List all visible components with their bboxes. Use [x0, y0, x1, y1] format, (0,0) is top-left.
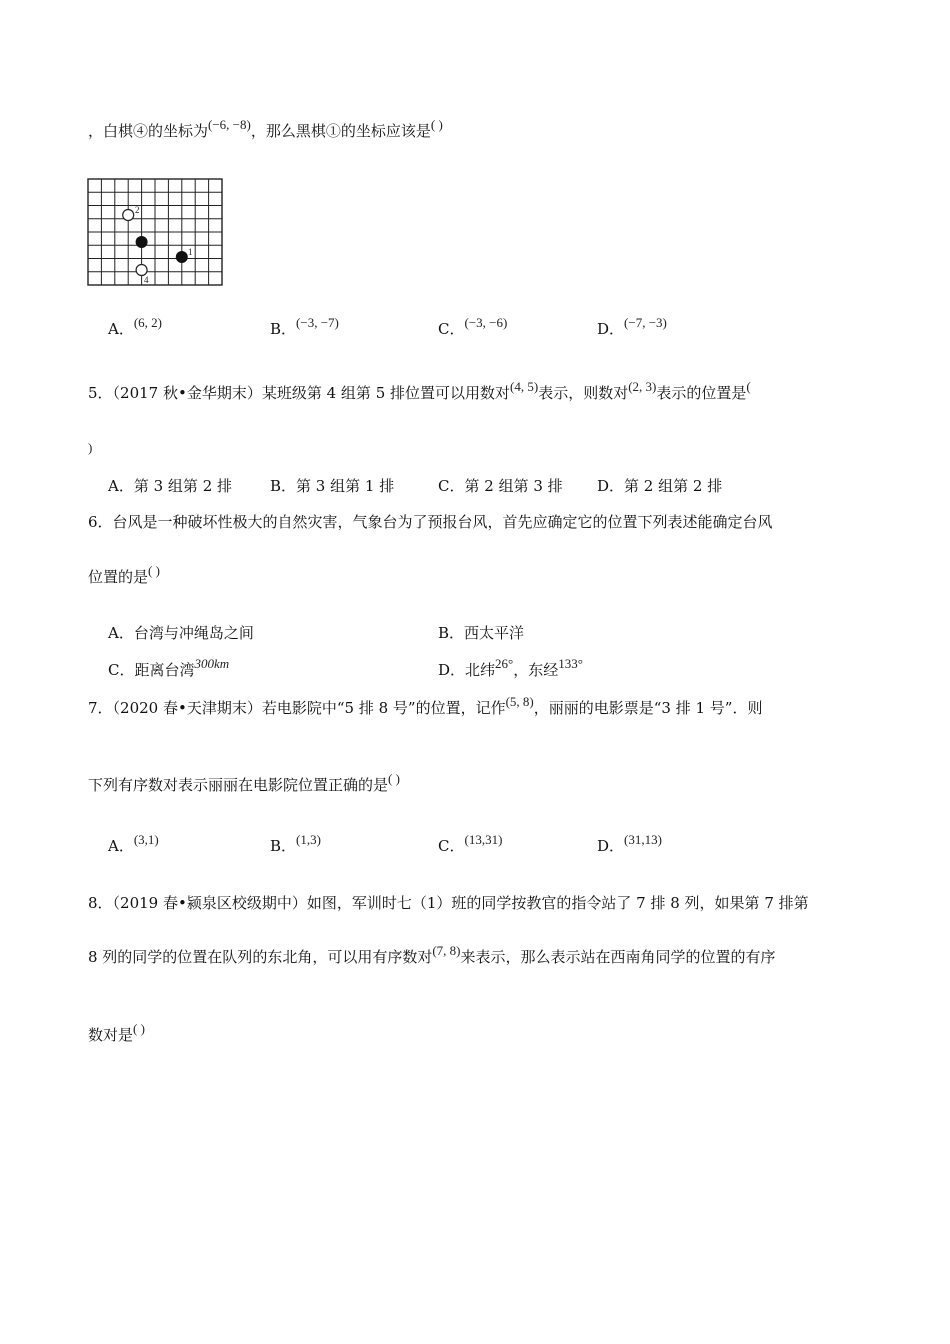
option-letter: D．	[597, 837, 625, 855]
question-8-line2	[88, 943, 776, 967]
option-value: (13,31)	[464, 832, 503, 847]
q4-option-b[interactable]	[270, 315, 339, 339]
q6-option-d[interactable]	[438, 656, 583, 680]
question-text: 表示，则数对	[538, 384, 629, 402]
question-text: 数对是	[88, 1026, 134, 1044]
question-7-line1	[88, 694, 763, 718]
question-number: 7．	[88, 699, 113, 717]
q4-option-a[interactable]	[108, 315, 163, 339]
q7-option-d[interactable]	[597, 832, 662, 856]
option-value: 第 3 组第 2 排	[133, 477, 233, 495]
option-letter: D．	[597, 477, 625, 495]
question-text: 8 列的同学的位置在队列的东北角，可以用有序数对	[88, 948, 433, 966]
number-pair: (7, 8)	[432, 943, 461, 958]
option-value: 北纬	[465, 661, 496, 679]
stone-label-2: 2	[135, 205, 140, 215]
question-8-line1	[88, 892, 809, 913]
option-value: (3,1)	[133, 832, 159, 847]
q6-option-c[interactable]	[108, 656, 230, 680]
answer-paren: ( )	[388, 771, 400, 786]
question-source: （2019 春•颍泉区校级期中）	[112, 894, 307, 912]
q4-option-c[interactable]	[438, 315, 508, 339]
question-4-tail	[88, 117, 443, 141]
question-4-text-b: ，那么黑棋①的坐标应该是	[250, 122, 431, 140]
white-stone-4	[136, 265, 147, 276]
option-letter: C．	[108, 661, 135, 679]
question-8-line3	[88, 1021, 145, 1045]
question-text: 若电影院中“5 排 8 号”的位置，记作	[261, 699, 506, 717]
question-5	[88, 379, 751, 403]
question-text: ，丽丽的电影票是“3 排 1 号”．则	[533, 699, 763, 717]
black-stone-1	[176, 251, 188, 263]
option-letter: B．	[270, 320, 297, 338]
option-value: 台湾与冲绳岛之间	[133, 624, 254, 642]
question-4-answer-paren: ( )	[430, 117, 443, 132]
question-text: 下列有序数对表示丽丽在电影院位置正确的是	[88, 776, 389, 794]
option-letter: C．	[438, 837, 465, 855]
option-value: (6, 2)	[133, 315, 163, 330]
question-number: 6．	[88, 513, 113, 531]
question-text: 来表示，那么表示站在西南角同学的位置的有序	[460, 948, 776, 966]
number-pair: (4, 5)	[510, 379, 539, 394]
option-value: (−3, −6)	[464, 315, 508, 330]
option-letter: B．	[270, 477, 297, 495]
q7-option-c[interactable]	[438, 832, 503, 856]
black-stone	[136, 236, 148, 248]
answer-paren: ( )	[148, 563, 160, 578]
stone-label-1: 1	[188, 247, 193, 257]
option-value: 距离台湾	[134, 661, 195, 679]
go-board-figure	[86, 176, 226, 288]
question-text: 台风是一种破坏性极大的自然灾害，气象台为了预报台风，首先应确定它的位置下列表述能确定台风	[112, 513, 773, 531]
q5-option-a[interactable]	[108, 475, 232, 496]
answer-paren-open: (	[746, 379, 751, 394]
option-value: ，东经	[513, 661, 559, 679]
q7-option-b[interactable]	[270, 832, 321, 856]
question-text: 如图，军训时七（1）班的同学按教官的指令站了 7 排 8 列，如果第 7 排第	[306, 894, 809, 912]
q5-option-b[interactable]	[270, 475, 394, 496]
question-7-line2	[88, 771, 400, 795]
option-value: 第 2 组第 3 排	[464, 477, 563, 495]
option-letter: A．	[108, 837, 134, 855]
white-stone-2	[123, 210, 134, 221]
q5-option-d[interactable]	[597, 475, 722, 496]
q4-option-d[interactable]	[597, 315, 667, 339]
option-letter: A．	[108, 477, 134, 495]
question-6-line1	[88, 511, 773, 532]
question-number: 5．	[88, 384, 113, 402]
number-pair: (5, 8)	[505, 694, 534, 709]
q6-option-a[interactable]	[108, 622, 254, 643]
option-value: (−7, −3)	[624, 315, 667, 330]
question-source: （2017 秋•金华期末）	[112, 384, 262, 402]
option-value: 第 2 组第 2 排	[624, 477, 723, 495]
question-source: （2020 春•天津期末）	[112, 699, 262, 717]
question-number: 8．	[88, 894, 113, 912]
option-letter: D．	[438, 661, 466, 679]
option-letter: A．	[108, 320, 134, 338]
option-math: 300km	[194, 656, 230, 671]
stone-label-4: 4	[144, 275, 149, 285]
option-letter: C．	[438, 477, 465, 495]
option-letter: C．	[438, 320, 465, 338]
question-6-line2	[88, 563, 160, 587]
q7-option-a[interactable]	[108, 832, 159, 856]
option-letter: B．	[438, 624, 465, 642]
option-math: 26°	[495, 656, 514, 671]
q6-option-b[interactable]	[438, 622, 524, 643]
option-value: (1,3)	[296, 832, 321, 847]
q5-option-c[interactable]	[438, 475, 563, 496]
option-value: (−3, −7)	[296, 315, 339, 330]
option-letter: D．	[597, 320, 625, 338]
board-grid	[88, 179, 222, 285]
option-math: 133°	[558, 656, 583, 671]
question-text: 某班级第 4 组第 5 排位置可以用数对	[261, 384, 511, 402]
answer-paren: ( )	[133, 1021, 145, 1036]
question-text: 表示的位置是	[656, 384, 747, 402]
number-pair: (2, 3)	[628, 379, 657, 394]
question-4-coord: (−6, −8)	[208, 117, 251, 132]
option-value: (31,13)	[624, 832, 662, 847]
option-letter: A．	[108, 624, 134, 642]
option-letter: B．	[270, 837, 297, 855]
option-value: 第 3 组第 1 排	[296, 477, 395, 495]
question-text: 位置的是	[88, 568, 149, 586]
answer-paren-close: )	[88, 440, 93, 455]
option-value: 西太平洋	[464, 624, 525, 642]
question-4-text-a: ，白棋④的坐标为	[88, 122, 209, 140]
